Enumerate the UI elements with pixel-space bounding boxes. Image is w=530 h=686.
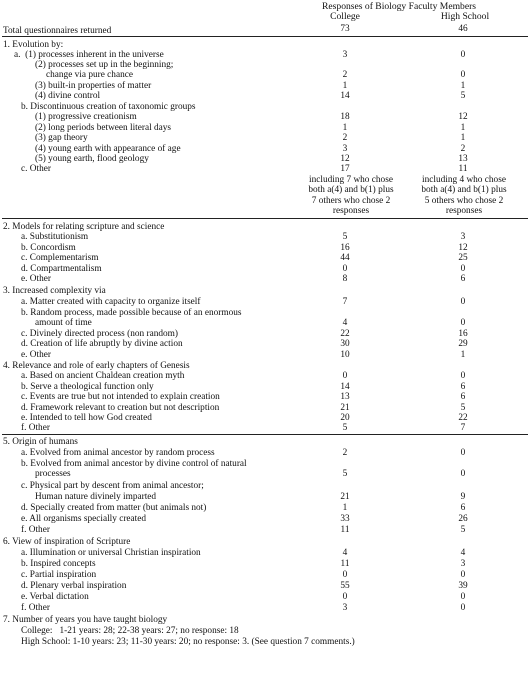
q1-note-college: including 7 who chose both a(4) and b(1) plus 7 others who chose 2 responses	[308, 175, 394, 216]
highschool-column-header: High School	[440, 11, 490, 22]
college-column-header: College	[330, 11, 360, 22]
total-college: 73	[340, 24, 350, 34]
responses-header: Responses of Biology Faculty Members	[322, 1, 477, 12]
q1-note-highschool: including 4 who chose both a(4) and b(1) plus 5 others who chose 2 responses	[421, 175, 507, 216]
survey-table: Responses of Biology Faculty Members College High School Total questionnaires returned 73 46 1. Evolution by: a. (1) processes inherent in the universe 3 0 (2) processes set up in the beginning; change via pure chance 2 0 (3) built-in properties of matter 1 1 (4) divine control 14 5 b. Discontinuous creation of taxonomic groups (1) progressive creationism 18 12 (2) long periods between literal days 1 1 (3) gap theory 2 1 (4) young earth with appearance of age 3 2 (5) young earth, flood geology 12 13 c. Other 17 11 including 7 who chose both a(4) and b(1) plus 7 others who chose 2 responses including 4 who chose both a(4) and b(1) plus 5 others who chose 2 responses 2. Models for relating scripture and science a. Substitutionism 5 3 b. Concordism 16 12 c. Complementarism 44 25 d. Compartmentalism 0 0 e. Other 8 6 3. Increased complexity via a. Matter created with capacity to organize itself 7 0 b. Random process, made possible because of an enormous amount of time 4 0 c. Divinely directed process (non random) 22 16 d. Creation of life abruptly by divine action 30 29 e. Other 10 1 4. Relevance and role of early chapters of Genesis a. Based on ancient Chaldean creation myth 0 0 b. Serve a theological function only 14 6 c. Events are true but not intended to explain creation 13 6 d. Framework relevant to creation but not description 21 5 e. Intended to tell how God created 20 22 f. Other 5 7 5. Origin of humans a. Evolved from animal ancestor by random process 2 0 b. Evolved from animal ancestor by divine control of natural processes 5 0 c. Physical part by descent from animal ancestor; Human nature divinely imparted 21 9 d. Specially created from matter (but animals not) 1 6 e. All organisms specially created 33 26 f. Other 11 5 6. View of inspiration of Scripture a. Illumination or universal Christian inspiration 4 4 b. Inspired concepts 11 3 c. Partial inspiration 0 0 d. Plenary verbal inspiration 55 39 e. Verbal dictation 0 0 f. Other 3 0 7. Number of years you have taught biology College: 1-21 years: 28; 22-38 years: 27; no response: 18 High School: 1-10 years: 23; 11-30 years: 20; no response: 3. (See question 7 comments.)	[0, 0, 530, 686]
q4-rule	[2, 434, 528, 435]
total-highschool: 46	[458, 24, 468, 34]
total-label: Total questionnaires returned	[3, 26, 112, 36]
q1-rule	[2, 218, 528, 219]
header-rule	[2, 36, 528, 37]
